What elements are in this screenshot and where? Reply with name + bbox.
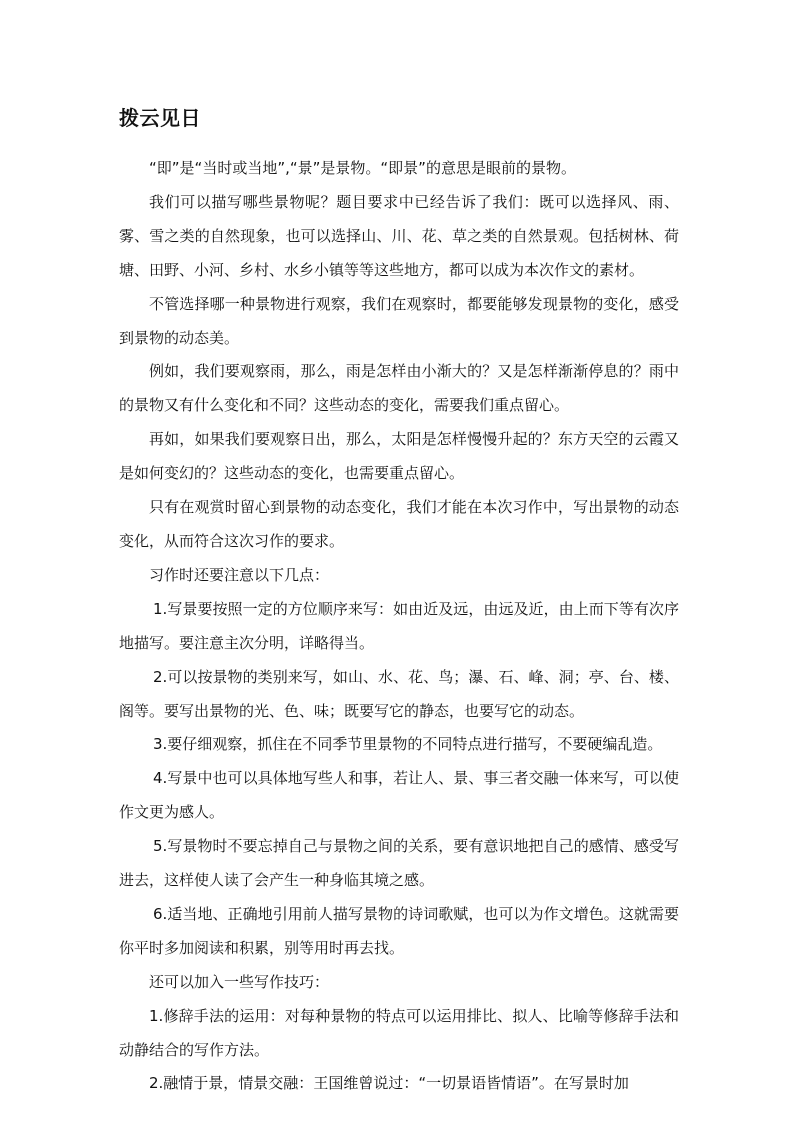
document-body — [119, 152, 679, 1101]
list-item-technique-2: 2.融情于景，情景交融：王国维曾说过：“一切景语皆情语”。在写景时加 — [149, 1074, 629, 1093]
list-item-note-5: 5.写景物时不要忘掉自己与景物之间的关系，要有意识地把自己的感情、感受写进去，这样使人读了会产生一种身临其境之感。 — [119, 837, 679, 890]
paragraph-rain-example: 例如，我们要观察雨，那么，雨是怎样由小渐大的？又是怎样渐渐停息的？雨中的景物又有什么变化和不同？这些动态的变化，需要我们重点留心。 — [119, 362, 679, 415]
paragraph-scenery-types: 我们可以描写哪些景物呢？题目要求中已经告诉了我们：既可以选择风、雨、雾、雪之类的自然现象，也可以选择山、川、花、草之类的自然景观。包括树林、荷塘、田野、小河、乡村、水乡小镇等等这些地方，都可以成为本次作文的素材。 — [119, 192, 679, 279]
list-item-note-1: 1.写景要按照一定的方位顺序来写：如由近及远，由远及近，由上而下等有次序地描写。要注意主次分明，详略得当。 — [119, 599, 679, 652]
paragraph-sunrise-example: 再如，如果我们要观察日出，那么，太阳是怎样慢慢升起的？东方天空的云霞又是如何变幻的？这些动态的变化，也需要重点留心。 — [119, 430, 679, 483]
document-title: 拨云见日 — [119, 106, 201, 130]
list-item-technique-1: 1.修辞手法的运用：对每种景物的特点可以运用排比、拟人、比喻等修辞手法和动静结合的写作方法。 — [119, 1006, 679, 1059]
list-item-note-4: 4.写景中也可以具体地写些人和事，若让人、景、事三者交融一体来写，可以使作文更为感人。 — [119, 769, 679, 822]
paragraph-techniques-heading: 还可以加入一些写作技巧： — [149, 972, 330, 991]
paragraph-notes-heading: 习作时还要注意以下几点： — [149, 565, 330, 584]
paragraph-dynamic-requirement: 只有在观赏时留心到景物的动态变化，我们才能在本次习作中，写出景物的动态变化，从而符合这次习作的要求。 — [119, 498, 679, 550]
list-item-note-2: 2.可以按景物的类别来写，如山、水、花、鸟；瀑、石、峰、洞；亭、台、楼、阁等。要写出景物的光、色、味；既要写它的静态，也要写它的动态。 — [119, 667, 679, 720]
paragraph-observe-changes: 不管选择哪一种景物进行观察，我们在观察时，都要能够发现景物的变化，感受到景物的动态美。 — [119, 294, 679, 347]
list-item-note-3: 3.要仔细观察，抓住在不同季节里景物的不同特点进行描写，不要硬编乱造。 — [153, 735, 663, 754]
paragraph-jijing-meaning: “即”是“当时或当地”,“景”是景物。“即景”的意思是眼前的景物。 — [149, 159, 576, 177]
list-item-note-6: 6.适当地、正确地引用前人描写景物的诗词歌赋，也可以为作文增色。这就需要你平时多加阅读和积累，别等用时再去找。 — [119, 904, 679, 957]
